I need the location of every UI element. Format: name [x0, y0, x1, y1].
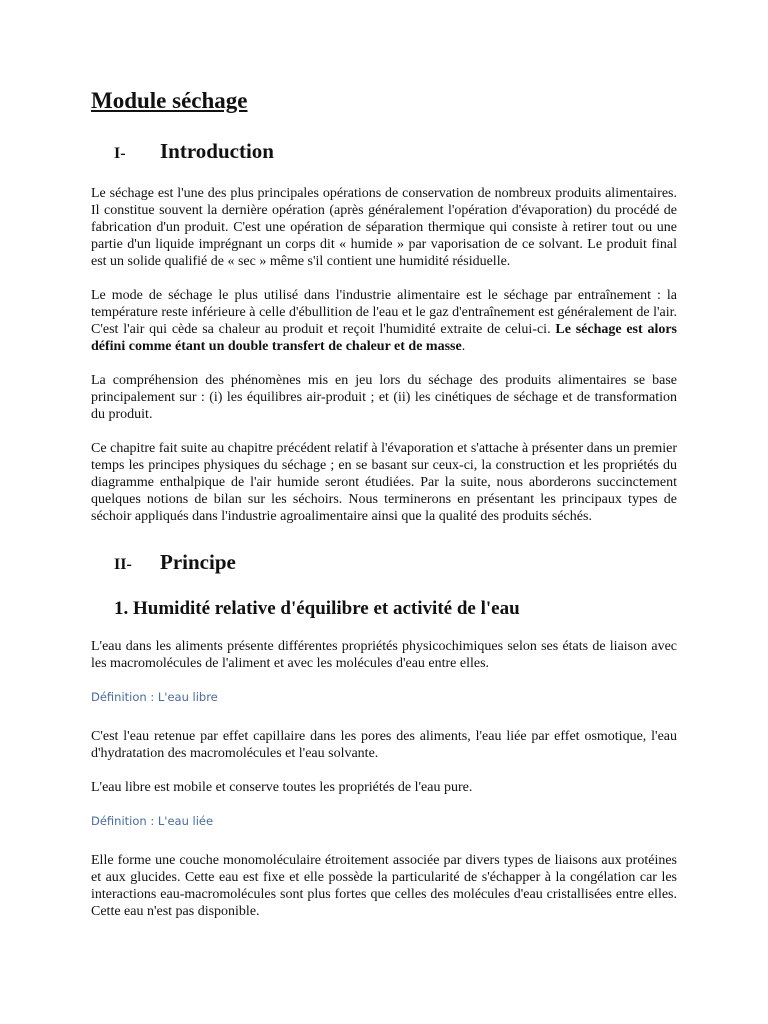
definition-bold-sentence: Le séchage est alors défini comme étant un double transfert de chaleur et de masse: [91, 322, 677, 354]
free-water-paragraph-1: C'est l'eau retenue par effet capillaire dans les pores des aliments, l'eau liée par effet osmotique, l'eau d'hydratation des macromolécules et l'eau solvante.: [91, 729, 677, 761]
bound-water-paragraph: Elle forme une couche monomoléculaire étroitement associée par divers types de liaisons aux protéines et aux glucides. Cette eau est fixe et elle possède la particularité de s'échapper à la congélation car les interactions eau-macromolécules sont plus fortes que celles des molécules d'eau cristallisées entre elles. Cette eau n'est pas disponible.: [91, 853, 677, 919]
bold-sentence-end: .: [461, 339, 466, 354]
section-2-heading: [114, 547, 677, 580]
section-2-title: Principe: [160, 550, 236, 574]
intro-paragraph-1: Le séchage est l'une des plus principales opérations de conservation de nombreux produits alimentaires. Il constitue souvent la dernière opération (après généralement l'opération d'évaporation) du procédé de fabrication d'un produit. C'est une opération de séparation thermique qui consiste à retirer tout ou une partie d'un liquide imprégnant un corps dit « humide » par vaporisation de ce solvant. Le produit final est un solide qualifié de « sec » même s'il contient une humidité résiduelle.: [91, 186, 677, 269]
section-1-title: Introduction: [160, 139, 274, 163]
intro-paragraph-4: Ce chapitre fait suite au chapitre précédent relatif à l'évaporation et s'attache à présenter dans un premier temps les principes physiques du séchage ; en se basant sur ceux-ci, la construction et les propriétés du diagramme enthalpique de l'air humide seront étudiées. Par la suite, nous aborderons succinctement quelques notions de bilan sur les séchoirs. Nous terminerons en présentant les principaux types de séchoir appliqués dans l'industrie agroalimentaire ainsi que la qualité des produits séchés.: [91, 441, 677, 524]
document-title: Module séchage: [91, 88, 248, 113]
section-2-number: II-: [114, 556, 132, 573]
definition-bound-water-label: Définition : L'eau liée: [91, 814, 214, 828]
intro-paragraph-3: La compréhension des phénomènes mis en jeu lors du séchage des produits alimentaires se base principalement sur : (i) les équilibres air-produit ; et (ii) les cinétiques de séchage et de transformation du produit.: [91, 373, 677, 422]
intro-paragraph-2: [91, 287, 677, 355]
free-water-paragraph-2: L'eau libre est mobile et conserve toutes les propriétés de l'eau pure.: [91, 780, 473, 795]
intro-paragraph-2-text: Le mode de séchage le plus utilisé dans l'industrie alimentaire est le séchage par entraînement : la température reste inférieure à celle d'ébullition de l'eau et le gaz d'entraînement est généralement de l'air. C'est l'air qui cède sa chaleur au produit et reçoit l'humidité extraite de celui-ci.: [91, 288, 677, 337]
section-1-heading: [114, 136, 677, 169]
definition-free-water-label: Définition : L'eau libre: [91, 690, 218, 704]
water-intro-paragraph: L'eau dans les aliments présente différentes propriétés physicochimiques selon ses états de liaison avec les macromolécules de l'aliment et avec les molécules d'eau entre elles.: [91, 639, 677, 671]
subsection-heading: 1. Humidité relative d'équilibre et activité de l'eau: [114, 598, 520, 619]
section-1-number: I-: [114, 145, 126, 162]
document-page: [91, 84, 677, 937]
